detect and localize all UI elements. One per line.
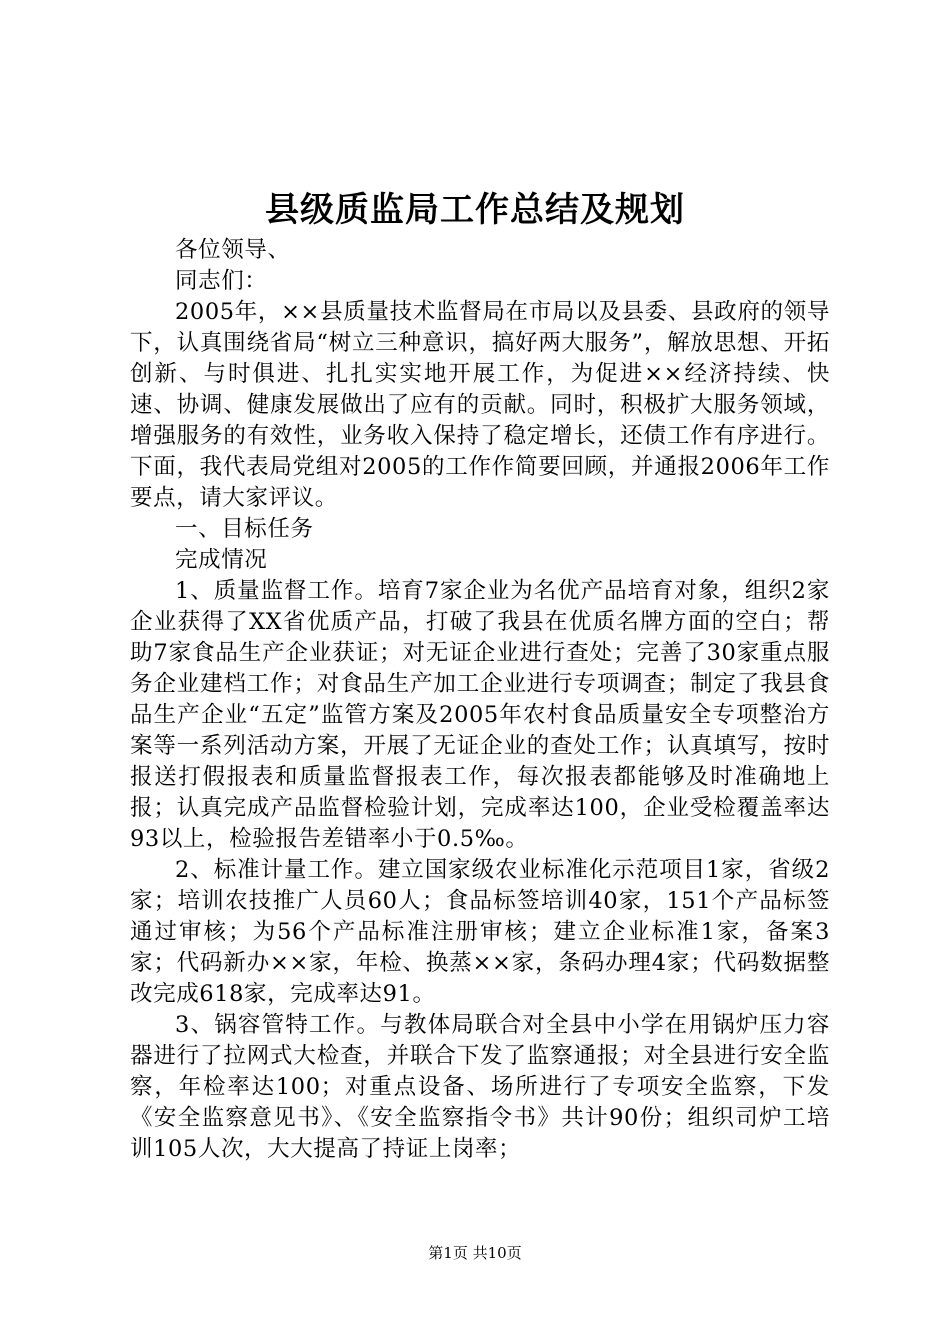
salutation-line: 同志们： (175, 268, 268, 294)
salutation-line: 各位领导、 (175, 237, 291, 263)
body-paragraph: 3、锅容管特工作。与教体局联合对全县中小学在用锅炉压力容器进行了拉网式大检查，并联合下发了监察通报；对全县进行安全监察，年检率达100；对重点设备、场所进行了专项安全监察，下发《安全监察意见书》、《安全监察指令书》共计90份；组织司炉工培训105人次，大大提高了持证上岗率； (130, 1012, 830, 1162)
body-paragraph: 2、标准计量工作。建立国家级农业标准化示范项目1家，省级2家；培训农技推广人员60人；食品标签培训40家，151个产品标签通过审核；为56个产品标准注册审核；建立企业标准1家，备案3家；代码新办××家，年检、换蒸××家，条码办理4家；代码数据整改完成618家，完成率达91。 (130, 857, 830, 1007)
document-title: 县级质监局工作总结及规划 (265, 190, 685, 230)
section-heading: 完成情况 (175, 547, 268, 573)
section-heading: 一、目标任务 (175, 516, 314, 542)
body-paragraph: 2005年，××县质量技术监督局在市局以及县委、县政府的领导下，认真围绕省局“树立三种意识，搞好两大服务”，解放思想、开拓创新、与时俱进、扎扎实实地开展工作，为促进××经济持续、快速、协调、健康发展做出了应有的贡献。同时，积极扩大服务领域，增强服务的有效性，业务收入保持了稳定增长，还债工作有序进行。下面，我代表局党组对2005的工作作简要回顾，并通报2006年工作要点，请大家评议。 (130, 299, 830, 511)
body-paragraph: 1、质量监督工作。培育7家企业为名优产品培育对象，组织2家企业获得了XX省优质产品，打破了我县在优质名牌方面的空白；帮助7家食品生产企业获证；对无证企业进行查处；完善了30家重点服务企业建档工作；对食品生产加工企业进行专项调查；制定了我县食品生产企业“五定”监管方案及2005年农村食品质量安全专项整治方案等一系列活动方案，开展了无证企业的查处工作；认真填写，按时报送打假报表和质量监督报表工作，每次报表都能够及时准确地上报；认真完成产品监督检验计划，完成率达100，企业受检覆盖率达93以上，检验报告差错率小于0.5‰。 (130, 578, 830, 852)
document-body (130, 235, 830, 1165)
page-number-footer: 第1页 共10页 (428, 1244, 522, 1262)
